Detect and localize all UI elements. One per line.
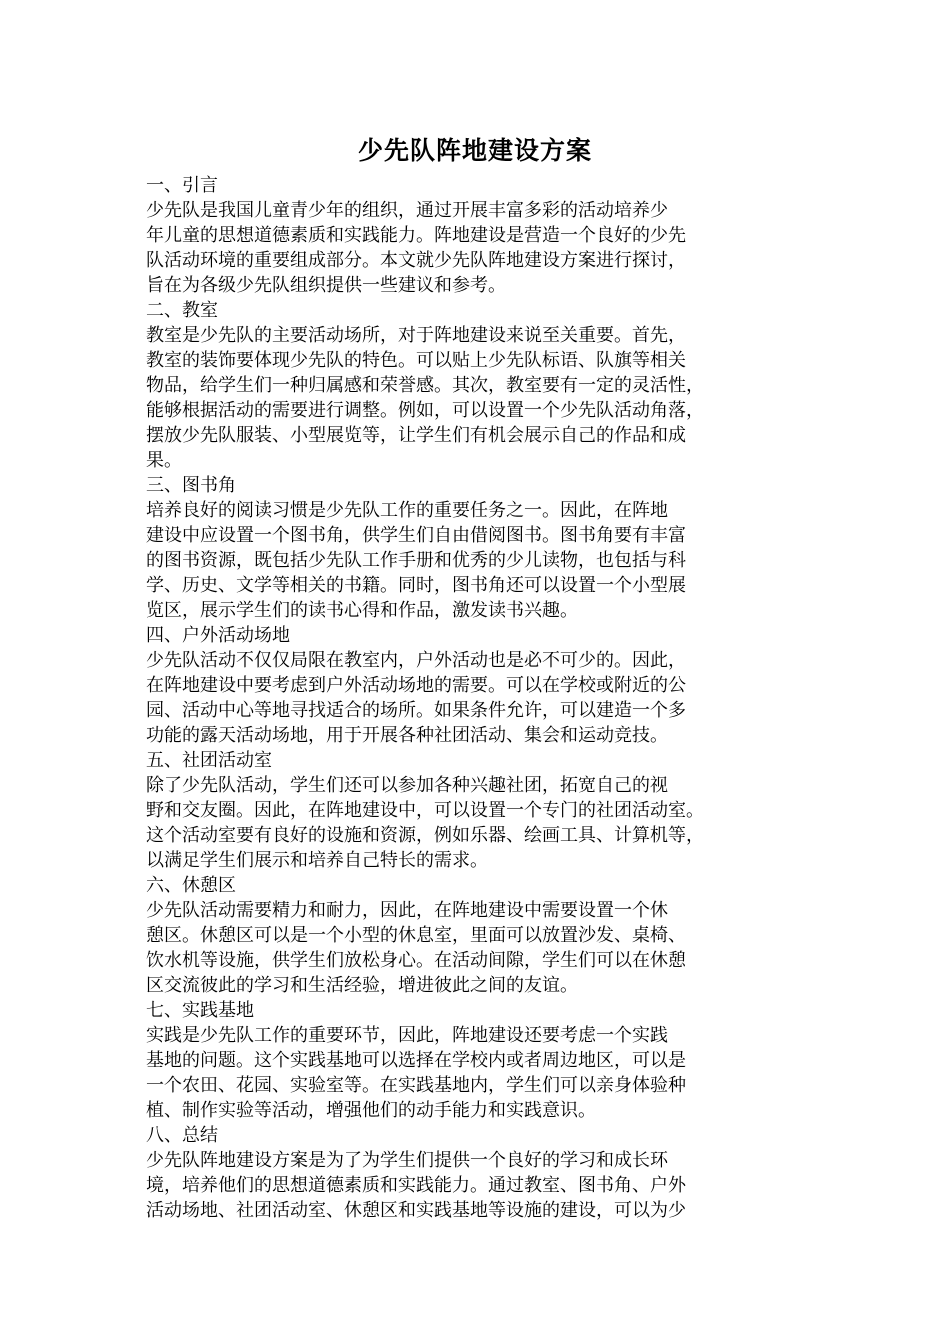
paragraph-line: 饮水机等设施，供学生们放松身心。在活动间隙，学生们可以在休憩: [146, 950, 686, 971]
section-heading: 四、户外活动场地: [146, 625, 290, 646]
paragraph-line: 学、历史、文学等相关的书籍。同时，图书角还可以设置一个小型展: [146, 575, 686, 596]
paragraph-line: 能够根据活动的需要进行调整。例如，可以设置一个少先队活动角落，: [146, 400, 704, 421]
section-heading: 五、社团活动室: [146, 750, 272, 771]
section-heading: 七、实践基地: [146, 1000, 254, 1021]
paragraph-line: 以满足学生们展示和培养自己特长的需求。: [146, 850, 488, 871]
document-body: [146, 173, 736, 1223]
paragraph-line: 的图书资源，既包括少先队工作手册和优秀的少儿读物，也包括与科: [146, 550, 686, 571]
paragraph-line: 果。: [146, 450, 182, 471]
paragraph-line: 野和交友圈。因此，在阵地建设中，可以设置一个专门的社团活动室。: [146, 800, 704, 821]
section-heading: 二、教室: [146, 300, 218, 321]
paragraph-line: 少先队是我国儿童青少年的组织，通过开展丰富多彩的活动培养少: [146, 200, 668, 221]
paragraph-line: 功能的露天活动场地，用于开展各种社团活动、集会和运动竞技。: [146, 725, 668, 746]
paragraph-line: 览区，展示学生们的读书心得和作品，激发读书兴趣。: [146, 600, 578, 621]
paragraph-line: 教室是少先队的主要活动场所，对于阵地建设来说至关重要。首先，: [146, 325, 686, 346]
section-heading: 三、图书角: [146, 475, 236, 496]
paragraph-line: 境，培养他们的思想道德素质和实践能力。通过教室、图书角、户外: [146, 1175, 686, 1196]
paragraph-line: 摆放少先队服装、小型展览等，让学生们有机会展示自己的作品和成: [146, 425, 686, 446]
section-heading: 六、休憩区: [146, 875, 236, 896]
paragraph-line: 一个农田、花园、实验室等。在实践基地内，学生们可以亲身体验种: [146, 1075, 686, 1096]
section-heading: 一、引言: [146, 175, 218, 196]
paragraph-line: 在阵地建设中要考虑到户外活动场地的需要。可以在学校或附近的公: [146, 675, 686, 696]
paragraph-line: 少先队阵地建设方案是为了为学生们提供一个良好的学习和成长环: [146, 1150, 668, 1171]
paragraph-line: 培养良好的阅读习惯是少先队工作的重要任务之一。因此，在阵地: [146, 500, 668, 521]
paragraph-line: 旨在为各级少先队组织提供一些建议和参考。: [146, 275, 506, 296]
paragraph-line: 物品，给学生们一种归属感和荣誉感。其次，教室要有一定的灵活性，: [146, 375, 704, 396]
paragraph-line: 基地的问题。这个实践基地可以选择在学校内或者周边地区，可以是: [146, 1050, 686, 1071]
paragraph-line: 活动场地、社团活动室、休憩区和实践基地等设施的建设，可以为少: [146, 1200, 686, 1221]
paragraph-line: 园、活动中心等地寻找适合的场所。如果条件允许，可以建造一个多: [146, 700, 686, 721]
document-title: 少先队阵地建设方案: [357, 136, 592, 165]
paragraph-line: 少先队活动不仅仅局限在教室内，户外活动也是必不可少的。因此，: [146, 650, 686, 671]
paragraph-line: 队活动环境的重要组成部分。本文就少先队阵地建设方案进行探讨，: [146, 250, 686, 271]
section-heading: 八、总结: [146, 1125, 218, 1146]
paragraph-line: 建设中应设置一个图书角，供学生们自由借阅图书。图书角要有丰富: [146, 525, 686, 546]
paragraph-line: 区交流彼此的学习和生活经验，增进彼此之间的友谊。: [146, 975, 578, 996]
paragraph-line: 实践是少先队工作的重要环节，因此，阵地建设还要考虑一个实践: [146, 1025, 668, 1046]
paragraph-line: 植、制作实验等活动，增强他们的动手能力和实践意识。: [146, 1100, 596, 1121]
paragraph-line: 少先队活动需要精力和耐力，因此，在阵地建设中需要设置一个休: [146, 900, 668, 921]
paragraph-line: 这个活动室要有良好的设施和资源，例如乐器、绘画工具、计算机等，: [146, 825, 704, 846]
paragraph-line: 年儿童的思想道德素质和实践能力。阵地建设是营造一个良好的少先: [146, 225, 686, 246]
paragraph-line: 憩区。休憩区可以是一个小型的休息室，里面可以放置沙发、桌椅、: [146, 925, 686, 946]
paragraph-line: 教室的装饰要体现少先队的特色。可以贴上少先队标语、队旗等相关: [146, 350, 686, 371]
paragraph-line: 除了少先队活动，学生们还可以参加各种兴趣社团，拓宽自己的视: [146, 775, 668, 796]
